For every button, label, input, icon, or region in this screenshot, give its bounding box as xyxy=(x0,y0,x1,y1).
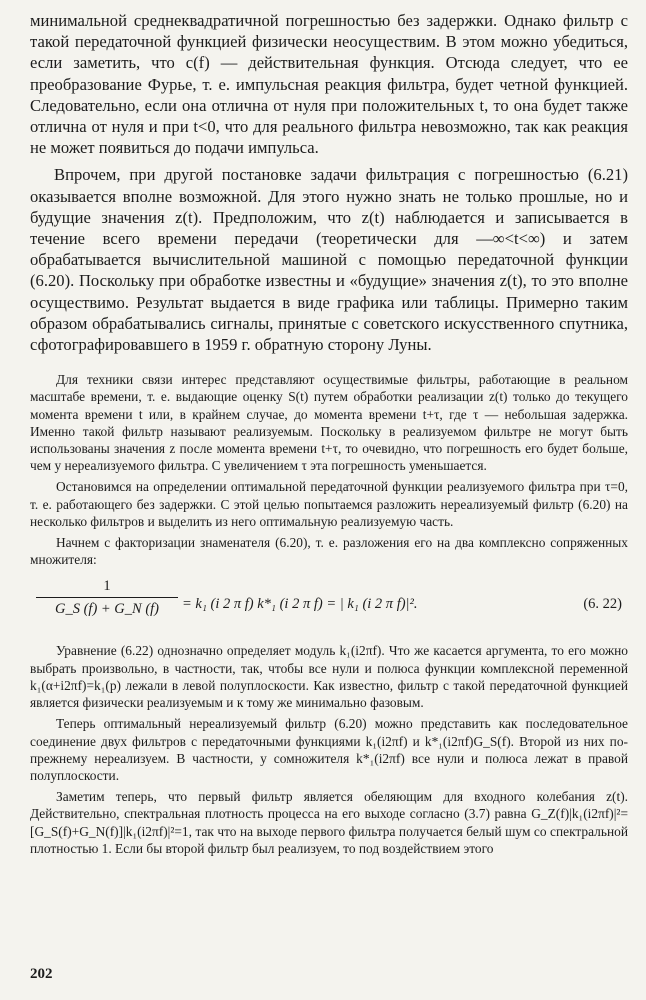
fraction-bar xyxy=(36,597,178,598)
equation-numerator: 1 xyxy=(103,578,111,595)
paragraph-small-3: Начнем с факторизации знаменателя (6.20), т. е. разложения его на два комплексно сопряженных множителя: xyxy=(30,535,628,568)
equation-number: (6. 22) xyxy=(583,596,622,613)
page-number: 202 xyxy=(30,966,53,982)
equation-6-22 xyxy=(30,574,628,632)
paragraph-large-2: Впрочем, при другой постановке задачи фильтрация с погрешностью (6.21) оказывается вполне возможной. Для этого нужно знать не только прошлые, но и будущие значения z(t). Предположим, что z(t) наблюдается и записывается в течение всего времени передачи (теоретически для —∞<t<∞) и затем обрабатывается вычислительной машиной с помощью передаточной функции (6.20). Поскольку при обработке известны и «будущие» значения z(t), то это вполне осуществимо. Результат выдается в виде графика или таблицы. Примерно таким образом обрабатывались сигналы, принятые с советского искусственного спутника, сфотографировавшего в 1959 г. обратную сторону Луны. xyxy=(30,165,628,355)
equation-denominator: G_S (f) + G_N (f) xyxy=(54,601,160,618)
paragraph-small-2: Остановимся на определении оптимальной передаточной функции реализуемого фильтра при τ=0, т. е. работающего без задержки. С этой целью попытаемся разложить нереализуемый фильтр (6.20) на несколько фильтров и выделить из него оптимальную реализуемую часть. xyxy=(30,479,628,529)
equation-fraction xyxy=(36,576,178,619)
equation-rhs: = k₁ (i 2 π f) k*₁ (i 2 π f) = | k₁ (i 2 π f)|². xyxy=(182,596,418,613)
paragraph-large-1: минимальной среднеквадратичной погрешностью без задержки. Однако фильтр с такой передаточной функцией физически неосуществим. В этом можно убедиться, если заметить, что c(f) — действительная функция. Отсюда следует, что ее преобразование Фурье, т. е. импульсная реакция фильтра, будет четной функцией. Следовательно, если она отлична от нуля при положительных t, то она будет также отлична от нуля и при t<0, что для реального фильтра невозможно, так как реакция не может появиться до подачи импульса. xyxy=(30,11,628,158)
paragraph-small-1: Для техники связи интерес представляют осуществимые фильтры, работающие в реальном масштабе времени, т. е. выдающие оценку S(t) путем обработки реализации z(t) только до текущего момента времени t или, в крайнем случае, до момента времени t+τ, где τ — небольшая задержка. Именно такой фильтр называют реализуемым. Поскольку в реализуемом фильтре не могут быть использованы значения z после момента времени t+τ, то очевидно, что погрешность его будет больше, чем у нереализуемого фильтра. С увеличением τ эта погрешность уменьшается. xyxy=(30,372,628,474)
paragraph-small-6: Заметим теперь, что первый фильтр является обеляющим для входного колебания z(t). Действительно, спектральная плотность процесса на его выходе согласно (3.7) равна G_Z(f)|k₁(i2πf)|²=[G_S(f)+G_N(f)]|k₁(i2πf)|²=1, так что на выходе первого фильтра получается белый шум со спектральной плотностью 1. Если бы второй фильтр был реализуем, то под воздействием этого xyxy=(30,789,628,856)
paragraph-small-5: Теперь оптимальный нереализуемый фильтр (6.20) можно представить как последовательное соединение двух фильтров с передаточными функциями k₁(i2πf) и k*₁(i2πf)G_S(f). Второй из них по-прежнему нереализуем. В частности, у сомножителя k*₁(i2πf) все нули и полюса лежат в правой полуплоскости. xyxy=(30,716,628,783)
paragraph-small-4: Уравнение (6.22) однозначно определяет модуль k₁(i2πf). Что же касается аргумента, то его можно выбрать произвольно, в частности, так, чтобы все нули и полюса функции комплексной переменной k₁(α+i2πf)=k₁(p) лежали в левой полуплоскости. Как известно, фильтр с такой передаточной функцией является физически реализуемым и к тому же минимально фазовым. xyxy=(30,643,628,711)
